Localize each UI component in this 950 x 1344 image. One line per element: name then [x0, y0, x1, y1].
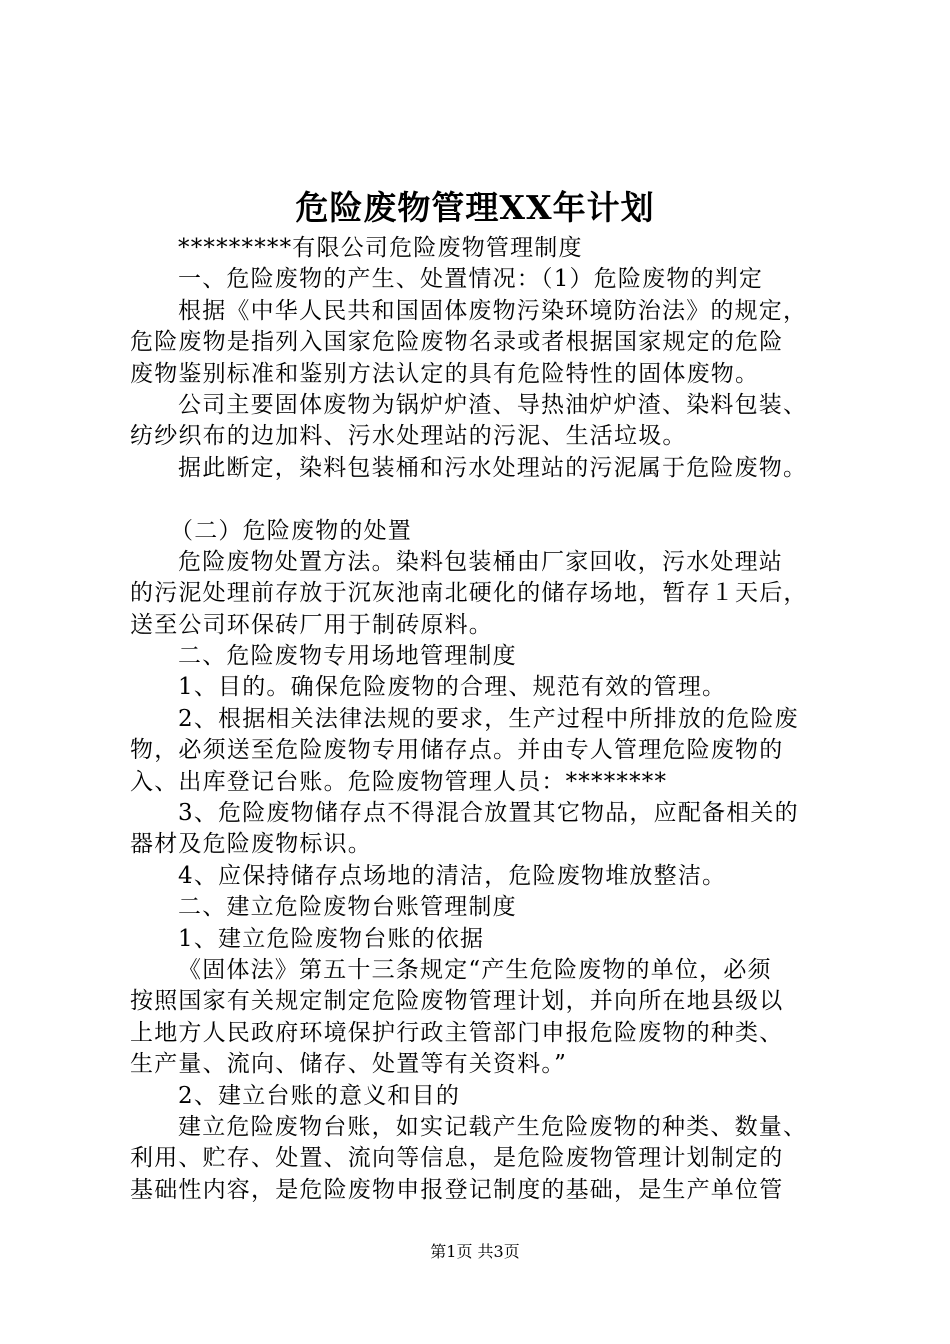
section-heading: 二、建立危险废物台账管理制度: [178, 894, 517, 921]
paragraph-line: 基础性内容，是危险废物申报登记制度的基础，是生产单位管: [130, 1176, 784, 1203]
paragraph-line: 利用、贮存、处置、流向等信息，是危险废物管理计划制定的: [130, 1145, 784, 1172]
document-title: 危险废物管理XX年计划: [295, 188, 655, 227]
list-item: 1、目的。确保危险废物的合理、规范有效的管理。: [178, 674, 727, 701]
paragraph-line: 《固体法》第五十三条规定“产生危险废物的单位，必须: [178, 956, 772, 983]
section-heading: （二）危险废物的处置: [170, 517, 412, 544]
list-item: 2、根据相关法律法规的要求，生产过程中所排放的危险废: [178, 705, 799, 732]
subsection-heading: 2、建立台账的意义和目的: [178, 1082, 461, 1109]
paragraph-line: 据此断定，染料包装桶和污水处理站的污泥属于危险废物。: [178, 454, 808, 481]
paragraph-line: 危险废物处置方法。染料包装桶由厂家回收，污水处理站: [178, 548, 783, 575]
paragraph-line: 根据《中华人民共和国固体废物污染环境防治法》的规定，: [178, 297, 808, 324]
page-footer: 第1页 共3页: [430, 1242, 520, 1261]
paragraph-line: 入、出库登记台账。危险废物管理人员：********: [130, 768, 668, 795]
paragraph-gap: [130, 484, 852, 515]
paragraph-line: 纺纱织布的边加料、污水处理站的污泥、生活垃圾。: [130, 423, 687, 450]
paragraph-line: 废物鉴别标准和鉴别方法认定的具有危险特性的固体废物。: [130, 360, 760, 387]
paragraph-line: 公司主要固体废物为锅炉炉渣、导热油炉炉渣、染料包装、: [178, 391, 808, 418]
paragraph-line: 建立危险废物台账，如实记载产生危险废物的种类、数量、: [178, 1113, 808, 1140]
paragraph-line: 送至公司环保砖厂用于制砖原料。: [130, 611, 493, 638]
subsection-heading: 1、建立危险废物台账的依据: [178, 925, 485, 952]
paragraph-line: 器材及危险废物标识。: [130, 831, 372, 858]
section-heading: 一、危险废物的产生、处置情况：（1）危险废物的判定: [178, 266, 764, 293]
paragraph-line: 物，必须送至危险废物专用储存点。并由专人管理危险废物的: [130, 737, 784, 764]
paragraph-line: 危险废物是指列入国家危险废物名录或者根据国家规定的危险: [130, 329, 784, 356]
paragraph-line: 的污泥处理前存放于沉灰池南北硬化的储存场地，暂存１天后，: [130, 580, 808, 607]
list-item: 4、应保持储存点场地的清洁，危险废物堆放整洁。: [178, 862, 727, 889]
list-item: 3、危险废物储存点不得混合放置其它物品，应配备相关的: [178, 800, 799, 827]
section-heading: 二、危险废物专用场地管理制度: [178, 643, 517, 670]
paragraph-line: 上地方人民政府环境保护行政主管部门申报危险废物的种类、: [130, 1019, 784, 1046]
paragraph-line: 生产量、流向、储存、处置等有关资料。”: [130, 1051, 568, 1078]
company-heading: *********有限公司危险废物管理制度: [178, 235, 583, 261]
document-body: [130, 233, 852, 1206]
paragraph-line: 按照国家有关规定制定危险废物管理计划，并向所在地县级以: [130, 988, 784, 1015]
